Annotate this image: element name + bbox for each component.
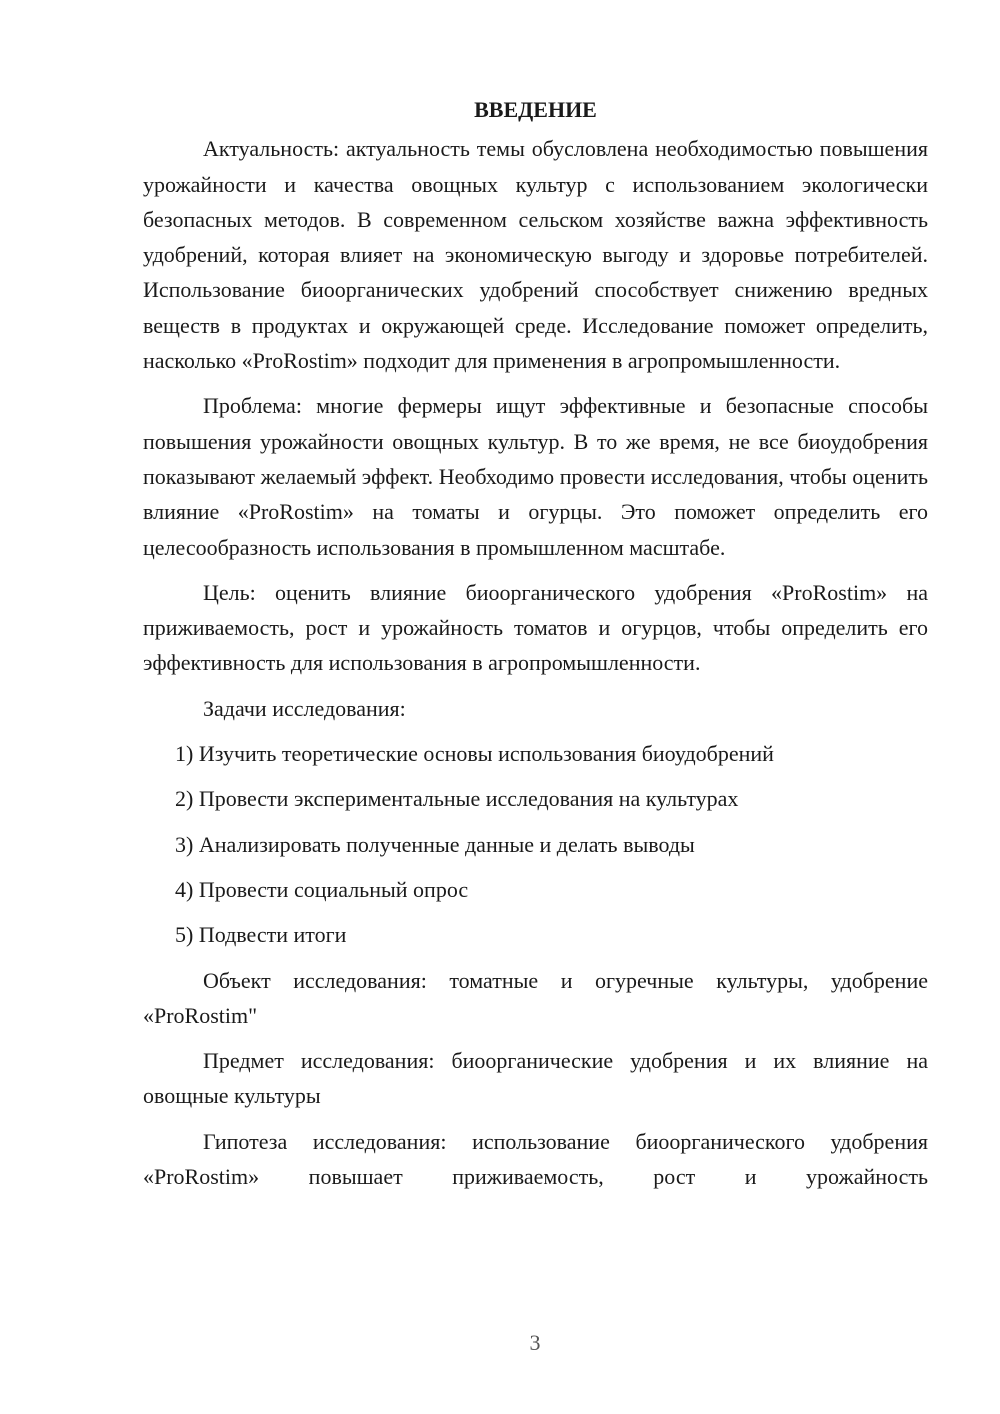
relevance-paragraph: Актуальность: актуальность темы обусловлена необходимостью повышения урожайности и качества овощных культур с использованием экологически безопасных методов. В современном сельском хозяйстве важна эффективность удобрений, которая влияет на экономическую выгоду и здоровье потребителей. Использование биоорганических удобрений способствует снижению вредных веществ в продуктах и окружающей среде. Исследование поможет определить, насколько «ProRostim» подходит для применения в агропромышленности. [143, 136, 928, 374]
list-item: 1) Изучить теоретические основы использования биоудобрений [175, 741, 774, 767]
tasks-title: Задачи исследования: [203, 695, 406, 721]
list-item: 5) Подвести итоги [175, 922, 347, 948]
object-paragraph: Объект исследования: томатные и огуречные культуры, удобрение «ProRostim" [143, 967, 928, 1028]
page-title: ВВЕДЕНИЕ [474, 97, 597, 122]
list-item: 3) Анализировать полученные данные и делать выводы [175, 831, 695, 857]
goal-paragraph: Цель: оценить влияние биоорганического удобрения «ProRostim» на приживаемость, рост и урожайность томатов и огурцов, чтобы определить его эффективность для использования в агропромышленности. [143, 579, 928, 676]
list-item: 2) Провести экспериментальные исследования на культурах [175, 786, 739, 812]
document-page [143, 92, 928, 1204]
subject-paragraph: Предмет исследования: биоорганические удобрения и их влияние на овощные культуры [143, 1048, 928, 1109]
problem-paragraph: Проблема: многие фермеры ищут эффективные и безопасные способы повышения урожайности овощных культур. В то же время, не все биоудобрения показывают желаемый эффект. Необходимо провести исследования, чтобы оценить влияние «ProRostim» на томаты и огурцы. Это поможет определить его целесообразность использования в промышленном масштабе. [143, 393, 928, 560]
tasks-list [143, 736, 928, 952]
hypothesis-paragraph: Гипотеза исследования: использование биоорганического удобрения «ProRostim» повышает приживаемость, рост и урожайность [143, 1128, 928, 1190]
list-item: 4) Провести социальный опрос [175, 876, 469, 902]
page-number: 3 [529, 1330, 541, 1355]
